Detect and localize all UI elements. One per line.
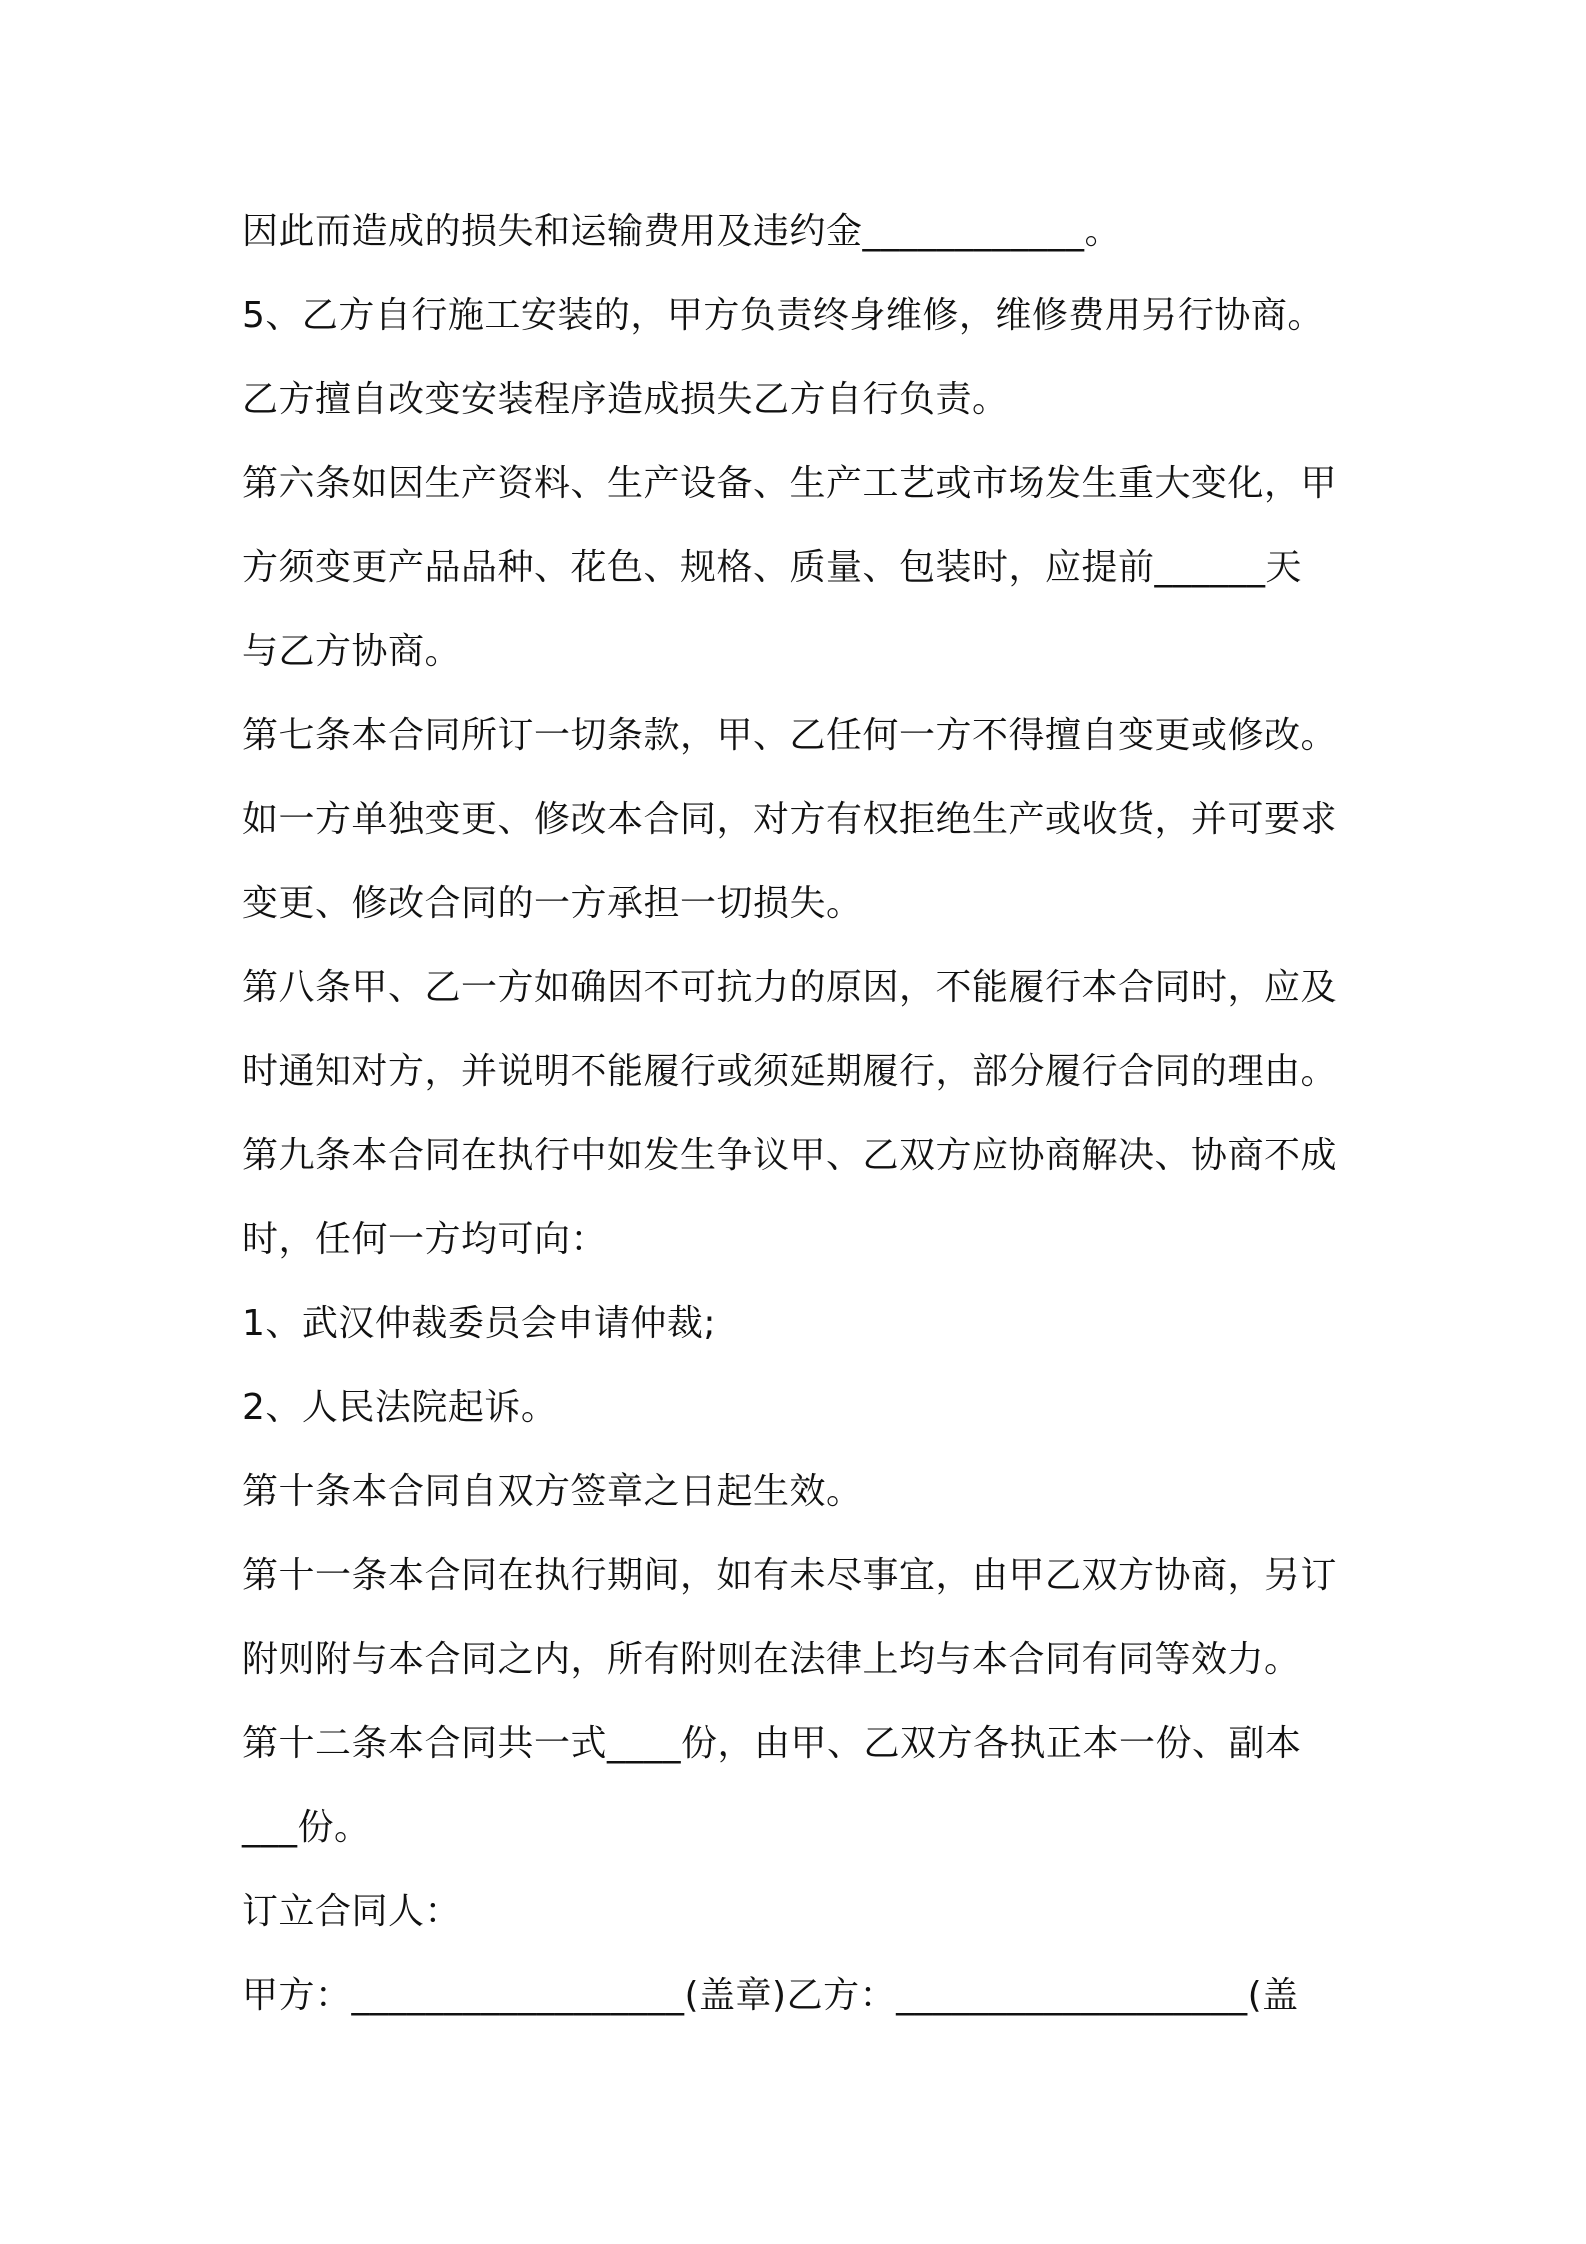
- text-line: ___份。: [242, 1807, 371, 1848]
- text-line: 变更、修改合同的一方承担一切损失。: [242, 883, 863, 924]
- text-line: 乙方擅自改变安装程序造成损失乙方自行负责。: [242, 379, 1009, 420]
- contract-body: [242, 190, 1362, 2038]
- text-line: 第十一条本合同在执行期间，如有未尽事宜，由甲乙双方协商，另订: [242, 1555, 1338, 1596]
- text-line: 第十条本合同自双方签章之日起生效。: [242, 1471, 863, 1512]
- text-line: 时通知对方，并说明不能履行或须延期履行，部分履行合同的理由。: [242, 1051, 1338, 1092]
- text-line: 第六条如因生产资料、生产设备、生产工艺或市场发生重大变化，甲: [242, 463, 1338, 504]
- text-line: 1、武汉仲裁委员会申请仲裁;: [242, 1303, 717, 1344]
- text-line: 与乙方协商。: [242, 631, 462, 672]
- text-line: 第十二条本合同共一式____份，由甲、乙双方各执正本一份、副本: [242, 1723, 1302, 1764]
- text-line: 时，任何一方均可向：: [242, 1219, 608, 1260]
- text-line: 5、乙方自行施工安装的，甲方负责终身维修，维修费用另行协商。: [242, 295, 1324, 336]
- text-line: 如一方单独变更、修改本合同，对方有权拒绝生产或收货，并可要求: [242, 799, 1338, 840]
- text-line: 方须变更产品品种、花色、规格、质量、包装时，应提前______天: [242, 547, 1303, 588]
- text-line: 甲方：__________________(盖章)乙方：___________________(盖: [242, 1975, 1299, 2016]
- text-line: 第七条本合同所订一切条款，甲、乙任何一方不得擅自变更或修改。: [242, 715, 1338, 756]
- text-line: 订立合同人：: [242, 1891, 462, 1932]
- text-line: 附则附与本合同之内，所有附则在法律上均与本合同有同等效力。: [242, 1639, 1301, 1680]
- text-line: 因此而造成的损失和运输费用及违约金____________。: [242, 211, 1122, 252]
- text-line: 第八条甲、乙一方如确因不可抗力的原因，不能履行本合同时，应及: [242, 967, 1338, 1008]
- text-line: 第九条本合同在执行中如发生争议甲、乙双方应协商解决、协商不成: [242, 1135, 1338, 1176]
- text-line: 2、人民法院起诉。: [242, 1387, 558, 1428]
